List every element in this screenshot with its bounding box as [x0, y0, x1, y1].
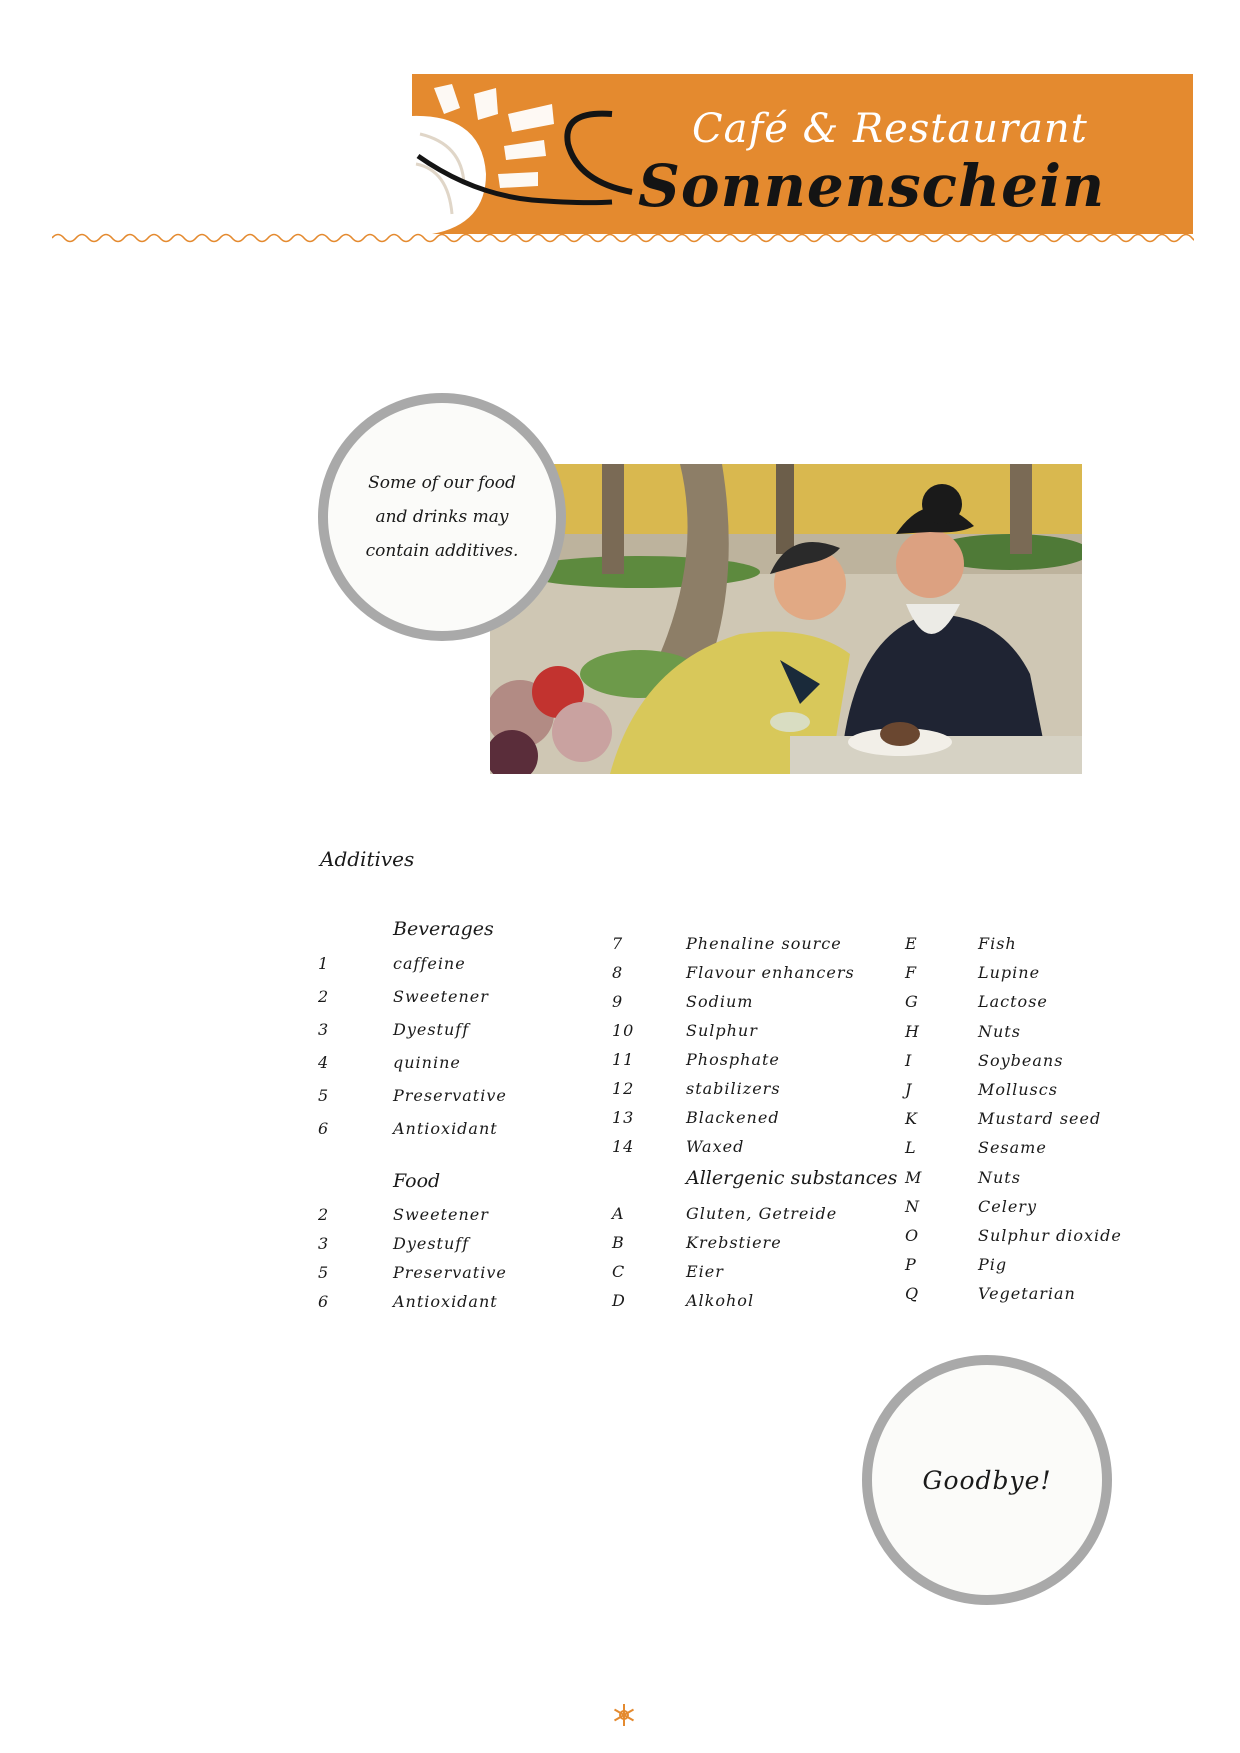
allergen-code: C	[612, 1262, 626, 1281]
goodbye-text: Goodbye!	[922, 1465, 1052, 1495]
wavy-divider	[52, 228, 1194, 248]
allergen-label: Soybeans	[978, 1051, 1064, 1070]
cafe-scene-photo	[490, 464, 1082, 774]
allergens-heading: Allergenic substances	[686, 1167, 898, 1189]
additive-code: 5	[318, 1086, 330, 1105]
allergen-label: Lupine	[978, 963, 1041, 982]
allergen-code: M	[905, 1168, 923, 1187]
allergen-code: J	[905, 1080, 913, 1099]
additive-code: 13	[612, 1108, 635, 1127]
additive-code: 4	[318, 1053, 330, 1072]
allergen-label: Vegetarian	[978, 1284, 1076, 1303]
allergen-label: Mustard seed	[978, 1109, 1102, 1128]
additive-code: 1	[318, 954, 330, 973]
additive-code: 2	[318, 1205, 330, 1224]
snowflake-ornament-icon	[611, 1702, 637, 1728]
intro-text: Some of our food and drinks may contain additives.	[365, 473, 519, 561]
allergen-code: Q	[905, 1284, 920, 1303]
allergen-code: B	[612, 1233, 625, 1252]
allergen-label: Krebstiere	[686, 1233, 782, 1252]
brand-name: Sonnenschein	[638, 152, 1106, 220]
additive-code: 12	[612, 1079, 635, 1098]
beverages-heading: Beverages	[393, 918, 494, 940]
header-banner	[412, 74, 1193, 234]
additive-label: stabilizers	[686, 1079, 781, 1098]
additive-label: Waxed	[686, 1137, 745, 1156]
allergen-code: P	[905, 1255, 917, 1274]
additive-code: 10	[612, 1021, 635, 1040]
additive-label: caffeine	[393, 954, 466, 973]
allergen-label: Lactose	[978, 992, 1048, 1011]
additive-label: Antioxidant	[393, 1292, 498, 1311]
additive-code: 3	[318, 1020, 330, 1039]
allergen-label: Alkohol	[686, 1291, 755, 1310]
section-title: Additives	[320, 847, 415, 871]
additive-label: Sodium	[686, 992, 754, 1011]
additive-label: Preservative	[393, 1263, 507, 1282]
allergen-label: Celery	[978, 1197, 1037, 1216]
allergen-code: L	[905, 1138, 917, 1157]
allergen-code: E	[905, 934, 918, 953]
additive-code: 14	[612, 1137, 635, 1156]
additive-code: 6	[318, 1119, 330, 1138]
allergen-label: Molluscs	[978, 1080, 1058, 1099]
allergen-label: Eier	[686, 1262, 724, 1281]
allergen-code: H	[905, 1022, 920, 1041]
tagline: Café & Restaurant	[692, 106, 1088, 152]
allergen-code: O	[905, 1226, 920, 1245]
additive-label: Dyestuff	[393, 1234, 470, 1253]
allergen-label: Nuts	[978, 1022, 1021, 1041]
goodbye-circle	[862, 1355, 1112, 1605]
additive-label: Antioxidant	[393, 1119, 498, 1138]
additive-label: Dyestuff	[393, 1020, 470, 1039]
allergen-label: Sesame	[978, 1138, 1047, 1157]
additive-label: Sulphur	[686, 1021, 758, 1040]
allergen-code: K	[905, 1109, 918, 1128]
additive-code: 9	[612, 992, 624, 1011]
allergen-code: D	[612, 1291, 626, 1310]
additive-label: Phosphate	[686, 1050, 780, 1069]
additive-label: Flavour enhancers	[686, 963, 855, 982]
allergen-code: N	[905, 1197, 920, 1216]
additive-label: Blackened	[686, 1108, 780, 1127]
additive-code: 3	[318, 1234, 330, 1253]
additive-label: quinine	[393, 1053, 461, 1072]
allergen-code: A	[612, 1204, 625, 1223]
additive-code: 8	[612, 963, 624, 982]
additive-code: 5	[318, 1263, 330, 1282]
additive-code: 2	[318, 987, 330, 1006]
allergen-code: G	[905, 992, 919, 1011]
allergen-label: Gluten, Getreide	[686, 1204, 838, 1223]
allergen-label: Pig	[978, 1255, 1008, 1274]
additive-label: Sweetener	[393, 1205, 489, 1224]
food-heading: Food	[393, 1170, 441, 1192]
additive-label: Phenaline source	[686, 934, 842, 953]
allergen-label: Fish	[978, 934, 1017, 953]
additive-label: Preservative	[393, 1086, 507, 1105]
additive-code: 6	[318, 1292, 330, 1311]
additive-code: 7	[612, 934, 624, 953]
additive-label: Sweetener	[393, 987, 489, 1006]
intro-circle	[318, 393, 566, 641]
cafe-scene-image	[490, 464, 1082, 774]
allergen-label: Sulphur dioxide	[978, 1226, 1122, 1245]
allergen-label: Nuts	[978, 1168, 1021, 1187]
allergen-code: F	[905, 963, 918, 982]
allergen-code: I	[905, 1051, 913, 1070]
additive-code: 11	[612, 1050, 635, 1069]
